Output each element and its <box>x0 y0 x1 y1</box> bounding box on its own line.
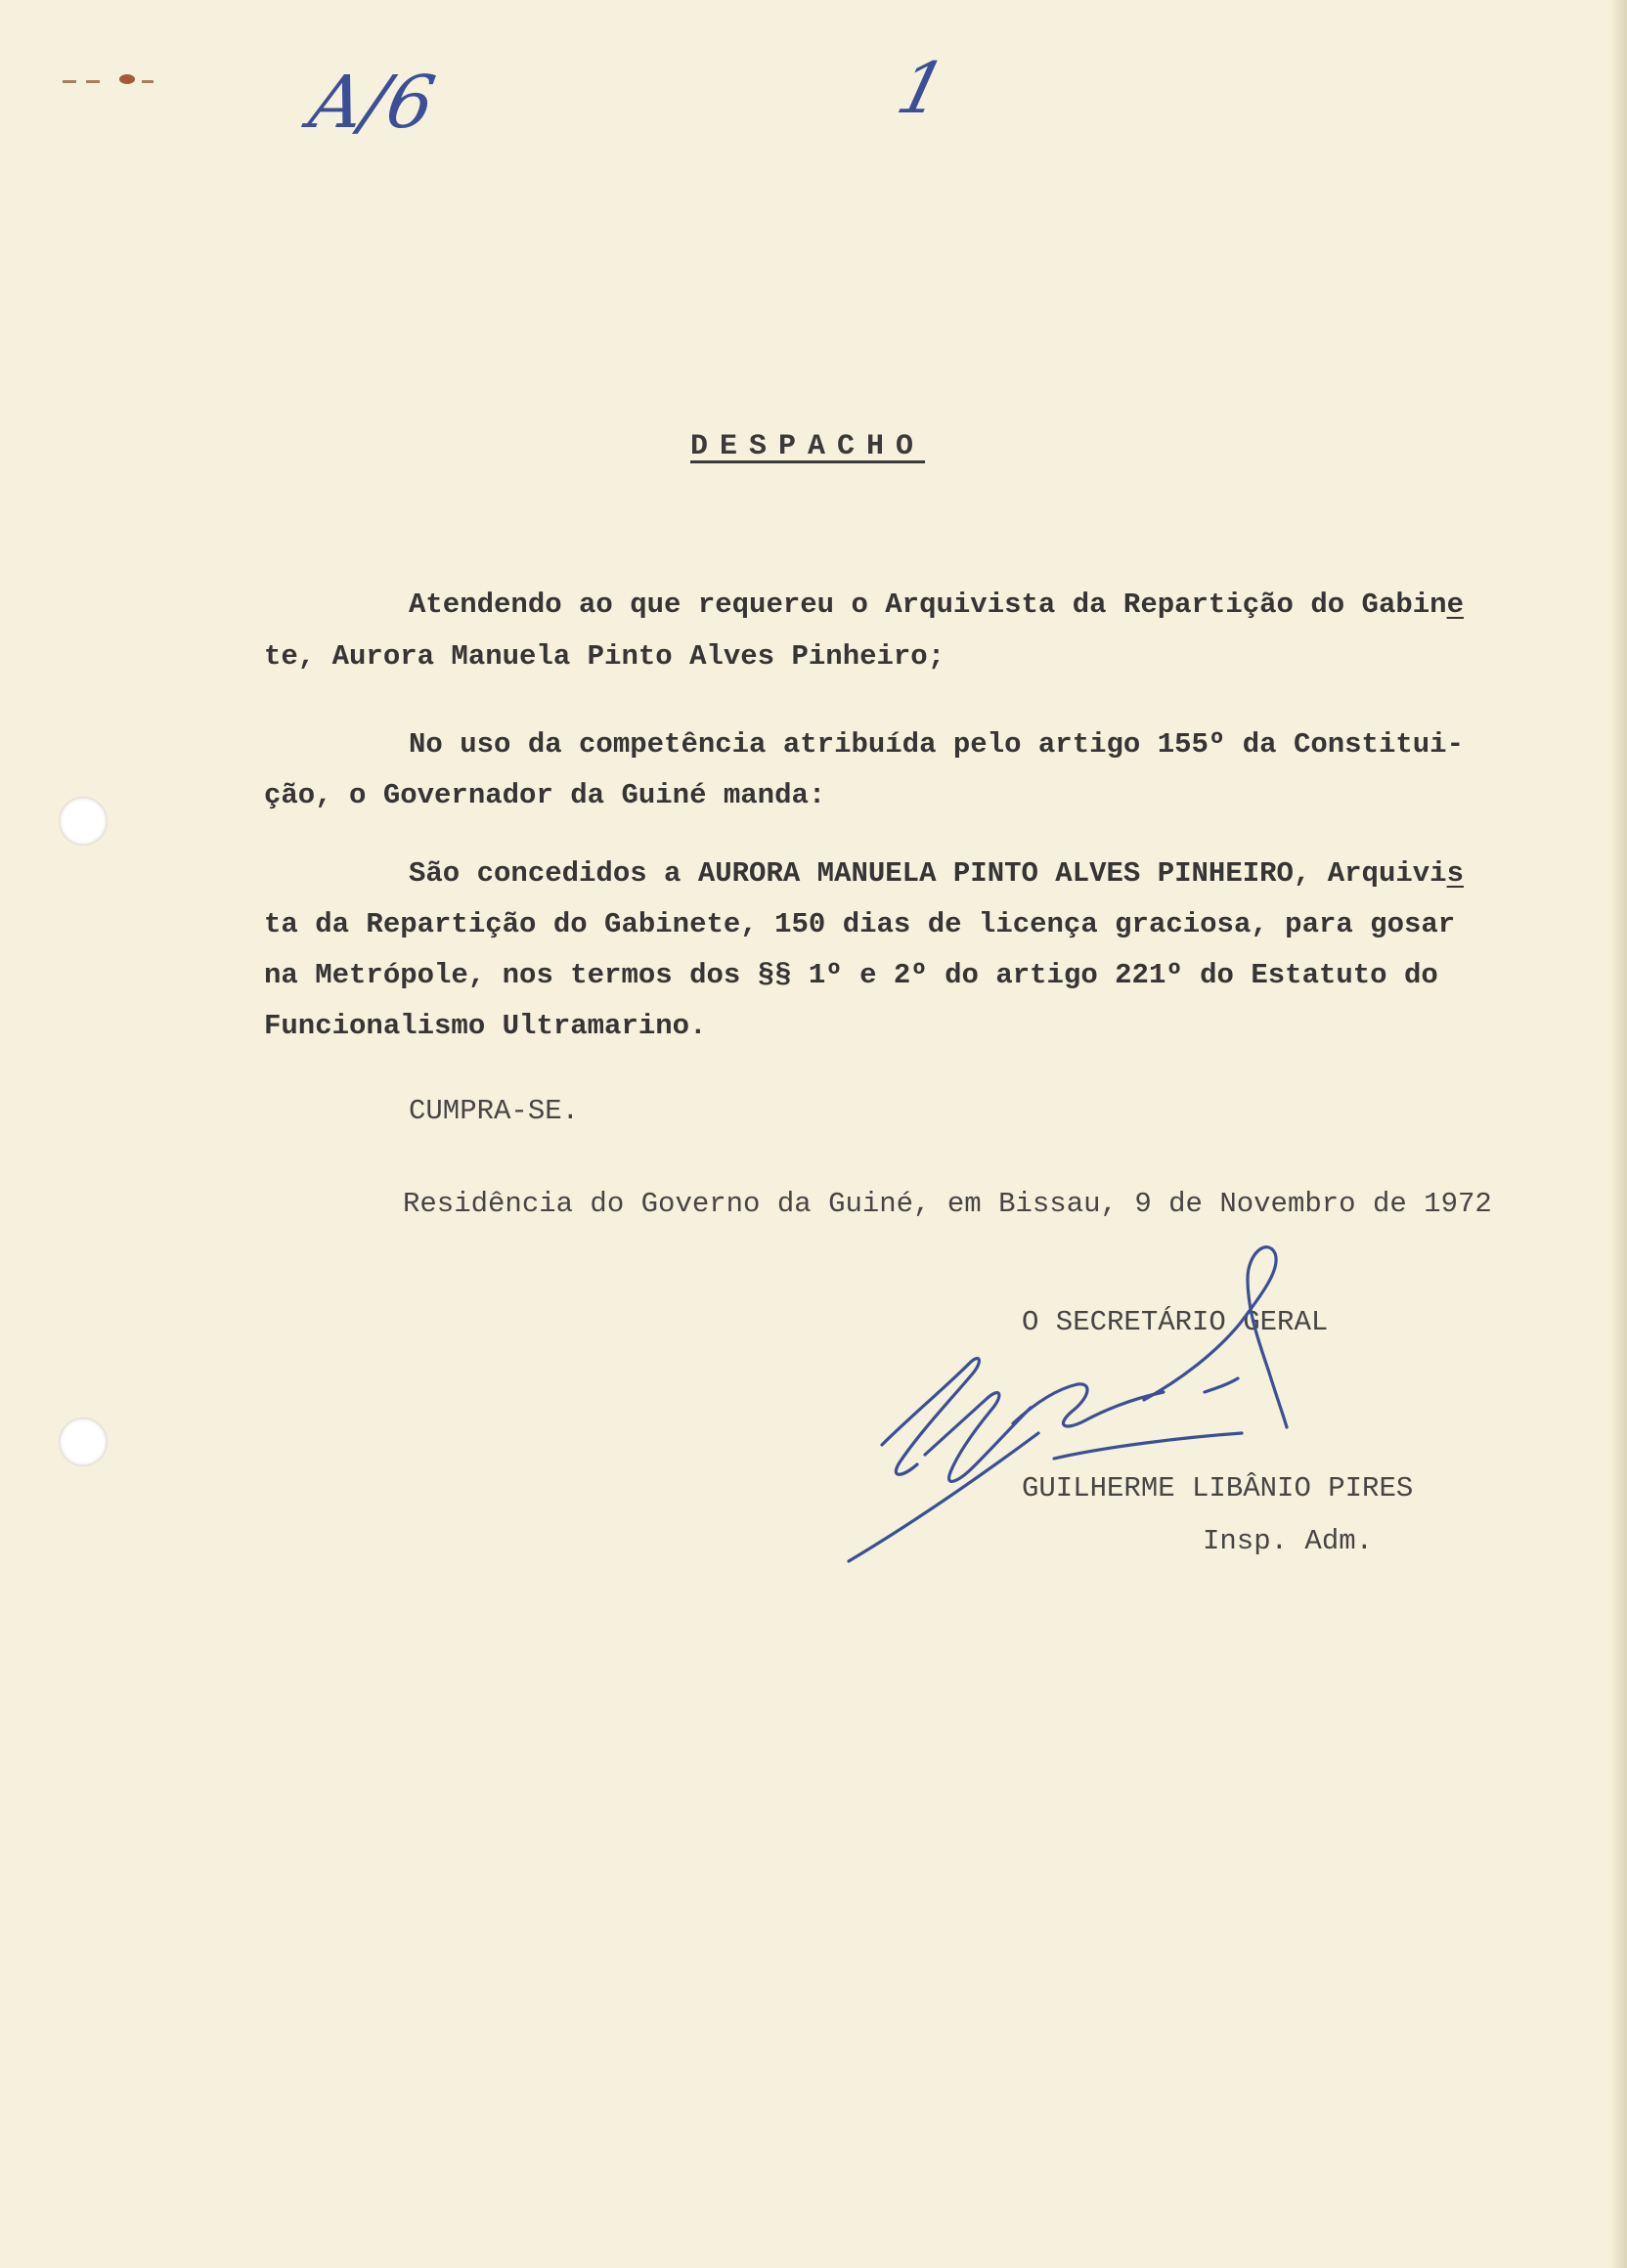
order-text: CUMPRA-SE. <box>409 1095 580 1127</box>
rust-stain <box>119 74 135 84</box>
paragraph-3-line-1-text: São concedidos a AURORA MANUELA PINTO ALVES PINHEIRO, Arquivi <box>409 857 1447 890</box>
punch-hole <box>59 797 108 846</box>
page-edge-shadow <box>1609 0 1627 2268</box>
signatory-title: Insp. Adm. <box>1203 1525 1374 1557</box>
handwritten-reference: A/6 <box>303 61 442 145</box>
paragraph-2-line-1: No uso da competência atribuída pelo artigo 155º da Constitui- <box>409 728 1464 761</box>
punch-hole <box>59 1418 108 1466</box>
paragraph-3-line-1 <box>409 857 1464 890</box>
document-title: DESPACHO <box>690 430 926 463</box>
rust-stain <box>142 80 154 83</box>
signatory-name: GUILHERME LIBÂNIO PIRES <box>1022 1472 1414 1505</box>
paragraph-3-line-3: na Metrópole, nos termos dos §§ 1º e 2º do artigo 221º do Estatuto do <box>264 959 1438 991</box>
rust-stain <box>63 80 76 83</box>
handwritten-signature <box>821 1232 1486 1584</box>
handwritten-folio-number: 1 <box>889 47 955 129</box>
signatory-role: O SECRETÁRIO GERAL <box>1022 1306 1329 1338</box>
paragraph-1-line-1-text: Atendendo ao que requereu o Arquivista da Repartição do Gabin <box>409 589 1447 621</box>
place-and-date: Residência do Governo da Guiné, em Bissau, 9 de Novembro de 1972 <box>403 1188 1492 1220</box>
paragraph-3-line-4: Funcionalismo Ultramarino. <box>264 1010 707 1042</box>
paragraph-2-line-2: ção, o Governador da Guiné manda: <box>264 779 826 811</box>
paragraph-3-line-2: ta da Repartição do Gabinete, 150 dias de licença graciosa, para gosar <box>264 908 1456 940</box>
paragraph-3-line-1-end: s <box>1446 857 1464 890</box>
paragraph-1-line-1-end: e <box>1446 589 1464 621</box>
paragraph-1-line-1 <box>409 589 1464 621</box>
rust-stain <box>86 80 100 83</box>
paragraph-1-line-2: te, Aurora Manuela Pinto Alves Pinheiro; <box>264 640 945 673</box>
